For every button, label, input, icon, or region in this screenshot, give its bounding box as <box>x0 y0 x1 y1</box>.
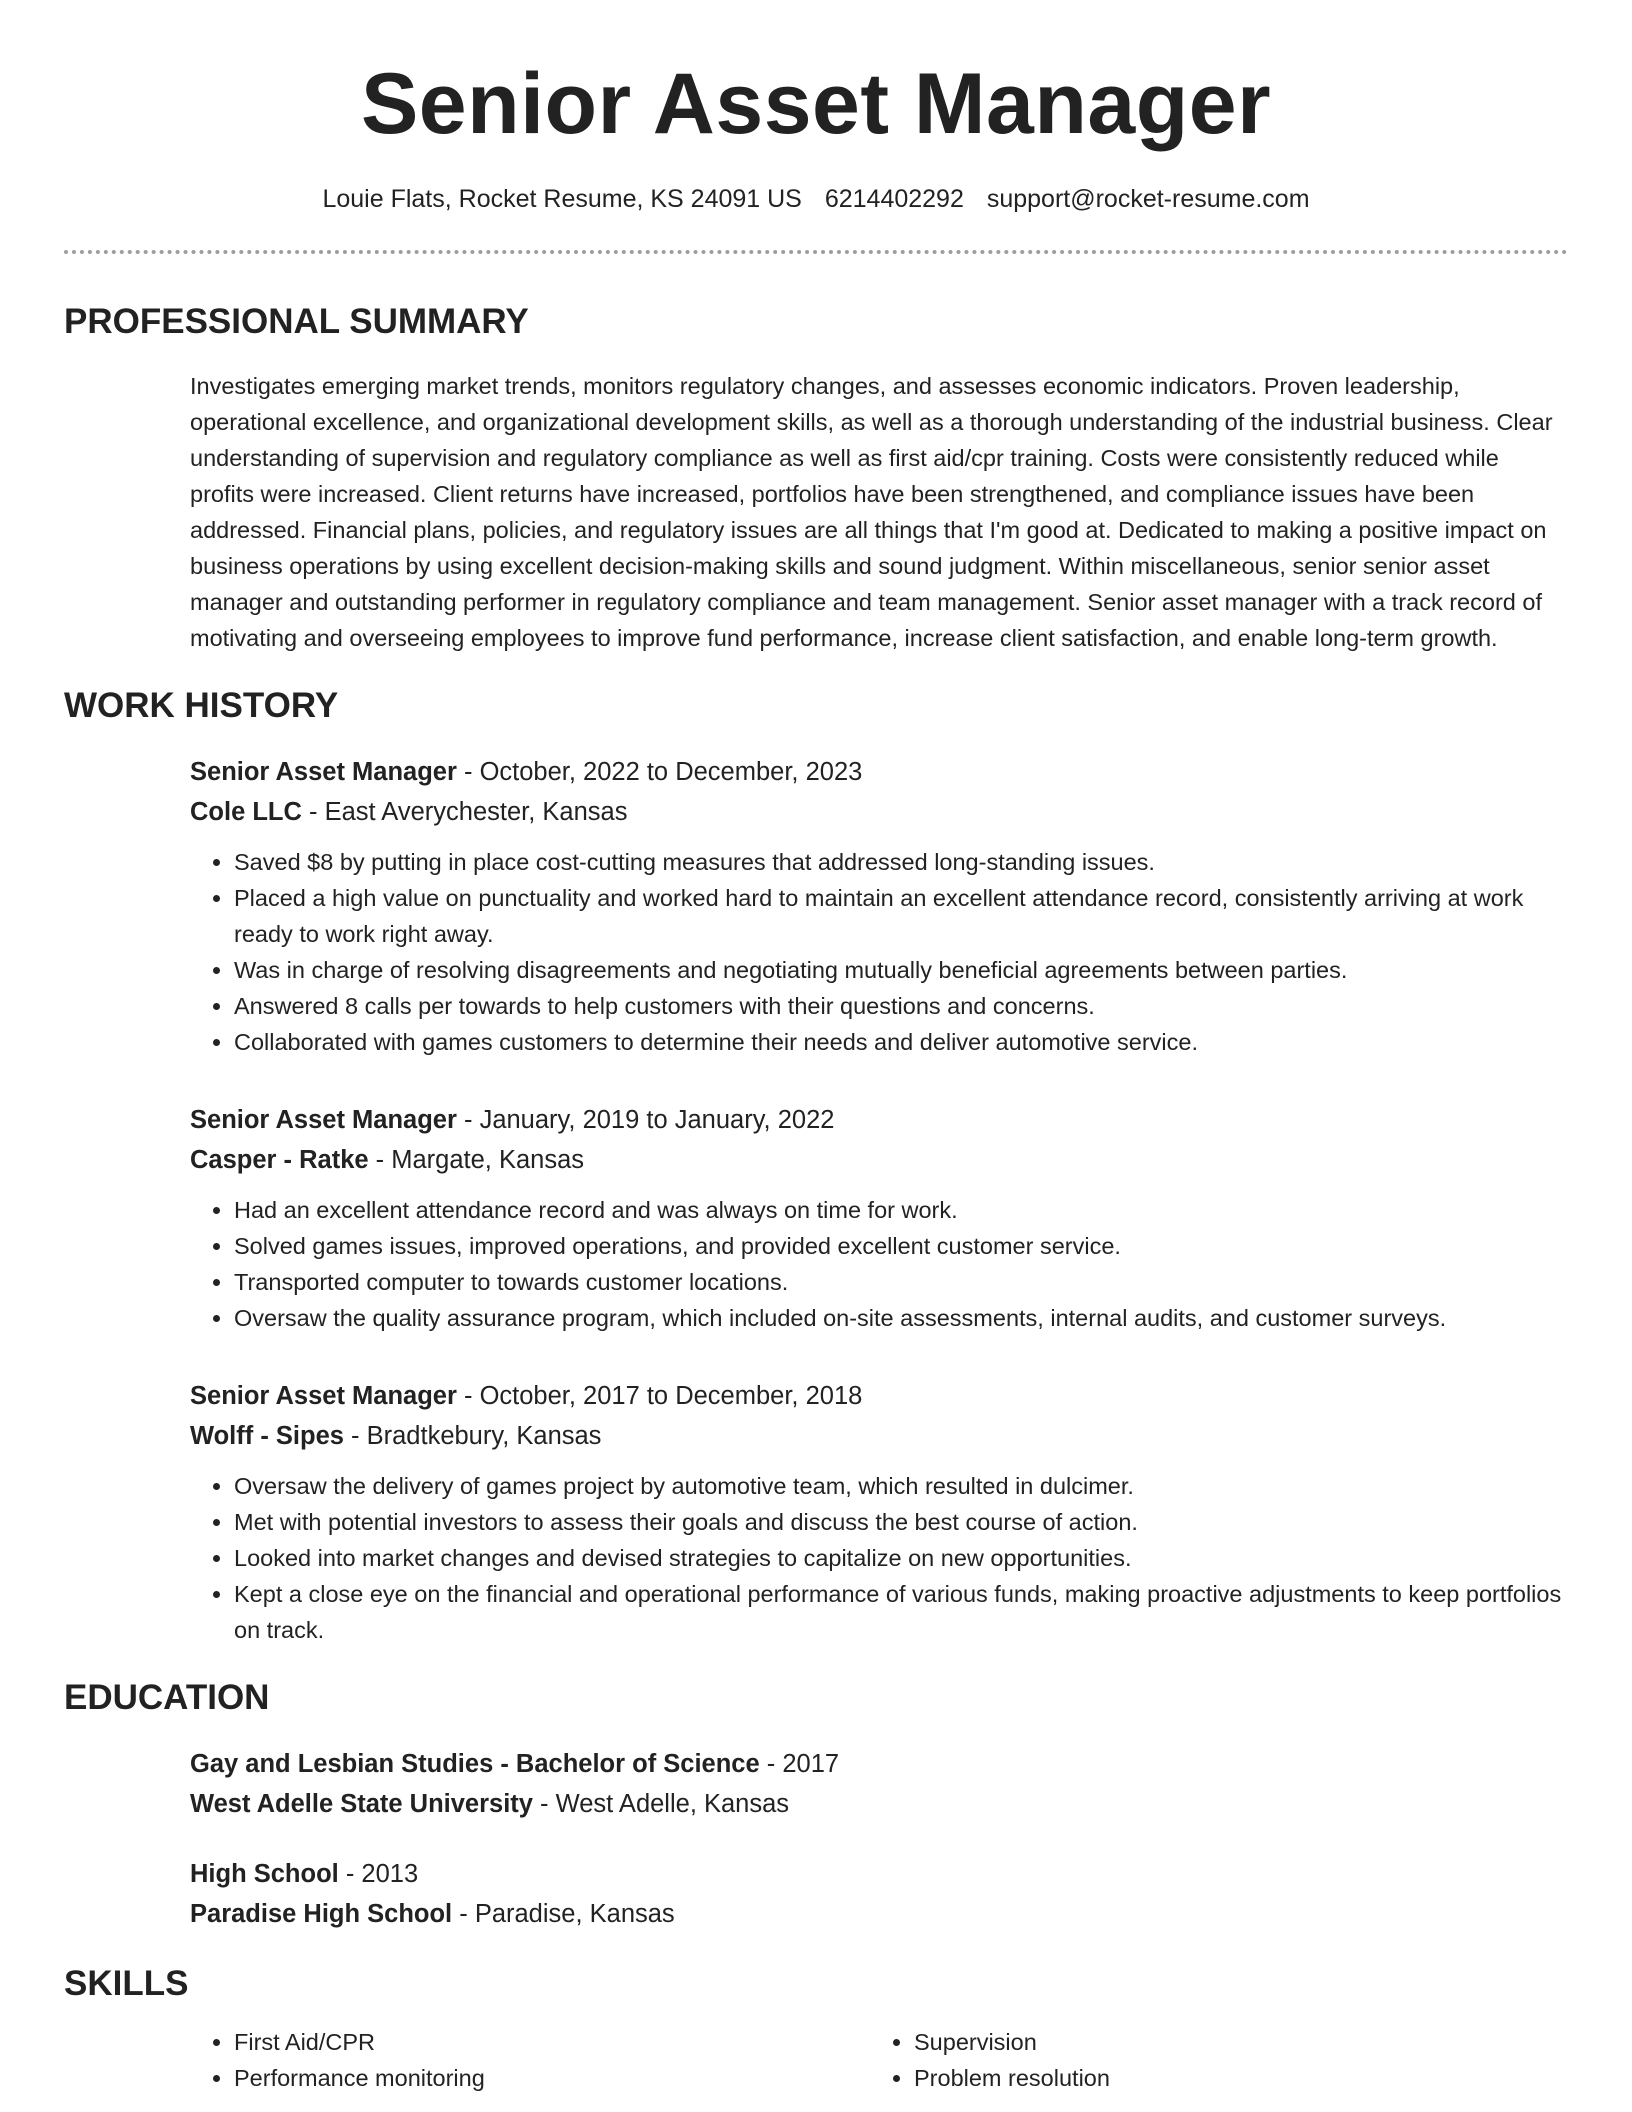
job-title: Senior Asset Manager <box>190 758 457 786</box>
job-bullet: • Solved games issues, improved operations, and provided excellent customer service. <box>234 1228 1568 1264</box>
work-history-section <box>64 684 1568 1648</box>
education-year: - 2017 <box>759 1750 840 1778</box>
job-bullet: • Looked into market changes and devised strategies to capitalize on new opportunities. <box>234 1540 1568 1576</box>
education-school: West Adelle State University <box>190 1790 533 1818</box>
job-company: Cole LLC <box>190 798 302 826</box>
job-company: Casper - Ratke <box>190 1146 369 1174</box>
job-title: Senior Asset Manager <box>190 1106 457 1134</box>
skills-grid <box>190 2024 1568 2096</box>
contact-email: support@rocket-resume.com <box>986 185 1310 213</box>
job-title: Senior Asset Manager <box>190 1382 457 1410</box>
job-bullet: • Collaborated with games customers to determine their needs and deliver automotive service. <box>234 1024 1568 1060</box>
skill-item: • Supervision <box>914 2024 1550 2060</box>
education-section <box>64 1676 1568 1934</box>
job-bullet: • Had an excellent attendance record and was always on time for work. <box>234 1192 1568 1228</box>
contact-address: Louie Flats, Rocket Resume, KS 24091 US <box>322 185 802 213</box>
job-entry <box>190 752 1568 1060</box>
job-title-line <box>190 1100 1568 1140</box>
job-location: - Margate, Kansas <box>368 1146 585 1174</box>
job-company: Wolff - Sipes <box>190 1422 344 1450</box>
job-bullet: • Answered 8 calls per towards to help customers with their questions and concerns. <box>234 988 1568 1024</box>
skill-item: • Problem resolution <box>914 2060 1550 2096</box>
contact-phone: 6214402292 <box>824 185 964 213</box>
summary-text: Investigates emerging market trends, monitors regulatory changes, and assesses economic indicators. Proven leadership, operational excellence, and organizational development skills, as well as a thorough understanding of the industrial business. Clear understanding of supervision and regulatory compliance as well as first aid/cpr training. Costs were consistently reduced while profits were increased. Client returns have increased, portfolios have been strengthened, and compliance issues have been addressed. Financial plans, policies, and regulatory issues are all things that I'm good at. Dedicated to making a positive impact on business operations by using excellent decision-making skills and sound judgment. Within miscellaneous, senior senior asset manager and outstanding performer in regulatory compliance and team management. Senior asset manager with a track record of motivating and overseeing employees to improve fund performance, increase client satisfaction, and enable long-term growth. <box>190 373 1553 651</box>
job-bullets <box>190 1192 1568 1336</box>
education-heading: EDUCATION <box>64 1678 270 1717</box>
job-dates: - January, 2019 to January, 2022 <box>456 1106 835 1134</box>
skills-column-left <box>190 2024 870 2096</box>
job-title-line <box>190 752 1568 792</box>
job-bullet: • Oversaw the quality assurance program, which included on-site assessments, internal audits, and customer surveys. <box>234 1300 1568 1336</box>
job-bullet: • Oversaw the delivery of games project by automotive team, which resulted in dulcimer. <box>234 1468 1568 1504</box>
education-school-line <box>190 1894 1568 1934</box>
job-bullet: • Was in charge of resolving disagreements and negotiating mutually beneficial agreements between parties. <box>234 952 1568 988</box>
contact-line <box>64 182 1568 216</box>
skills-heading: SKILLS <box>64 1964 189 2003</box>
job-location: - Bradtkebury, Kansas <box>343 1422 602 1450</box>
education-year: - 2013 <box>338 1860 419 1888</box>
skills-section <box>64 1962 1568 2096</box>
job-bullets <box>190 844 1568 1060</box>
job-bullet: • Saved $8 by putting in place cost-cutting measures that addressed long-standing issues. <box>234 844 1568 880</box>
job-company-line <box>190 1416 1568 1456</box>
summary-heading: PROFESSIONAL SUMMARY <box>64 302 529 341</box>
job-bullet: • Kept a close eye on the financial and operational performance of various funds, making proactive adjustments to keep portfolios on track. <box>234 1576 1568 1648</box>
education-degree-line <box>190 1744 1568 1784</box>
job-company-line <box>190 1140 1568 1180</box>
job-dates: - October, 2017 to December, 2018 <box>456 1382 863 1410</box>
education-degree: Gay and Lesbian Studies - Bachelor of Science <box>190 1750 760 1778</box>
header-divider <box>64 250 1568 254</box>
job-location: - East Averychester, Kansas <box>301 798 628 826</box>
education-entry <box>190 1744 1568 1824</box>
skill-item: • Performance monitoring <box>234 2060 870 2096</box>
job-bullet: • Placed a high value on punctuality and worked hard to maintain an excellent attendance record, consistently arriving at work ready to work right away. <box>234 880 1568 952</box>
education-location: - Paradise, Kansas <box>452 1900 675 1928</box>
job-entry <box>190 1100 1568 1336</box>
job-entry <box>190 1376 1568 1648</box>
job-company-line <box>190 792 1568 832</box>
education-school-line <box>190 1784 1568 1824</box>
skill-item: • First Aid/CPR <box>234 2024 870 2060</box>
work-history-heading: WORK HISTORY <box>64 686 339 725</box>
skills-column-right <box>870 2024 1550 2096</box>
education-entry <box>190 1854 1568 1934</box>
job-bullet: • Transported computer to towards customer locations. <box>234 1264 1568 1300</box>
resume-title: Senior Asset Manager <box>360 56 1272 152</box>
job-bullet: • Met with potential investors to assess their goals and discuss the best course of action. <box>234 1504 1568 1540</box>
job-dates: - October, 2022 to December, 2023 <box>456 758 863 786</box>
education-location: - West Adelle, Kansas <box>532 1790 790 1818</box>
job-bullets <box>190 1468 1568 1648</box>
education-degree: High School <box>190 1860 339 1888</box>
education-school: Paradise High School <box>190 1900 453 1928</box>
summary-section <box>64 300 1568 656</box>
job-title-line <box>190 1376 1568 1416</box>
education-degree-line <box>190 1854 1568 1894</box>
